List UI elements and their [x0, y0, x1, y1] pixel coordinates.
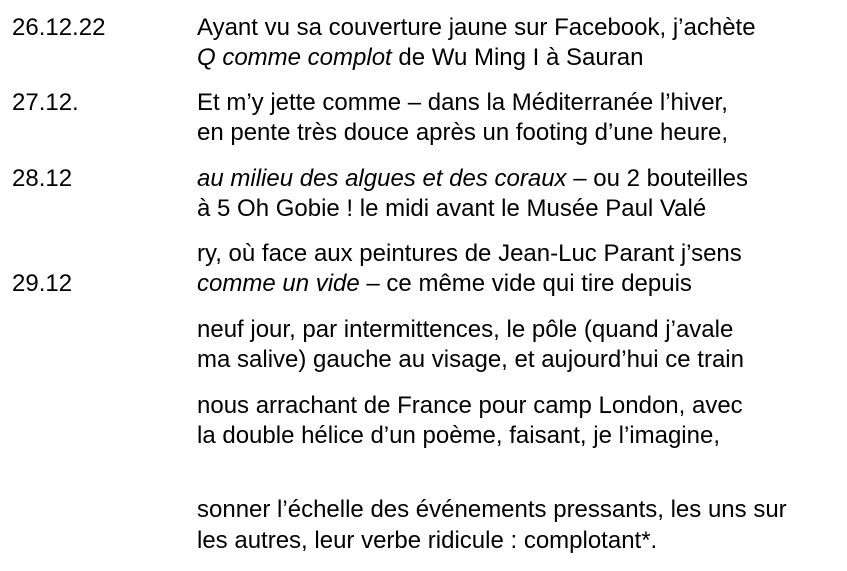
entry-date: 27.12.: [12, 89, 79, 116]
poem-line: les autres, leur verbe ridicule : complotant*.: [197, 527, 658, 554]
poem-line: Et m’y jette comme – dans la Méditerranée l’hiver,: [197, 89, 728, 116]
poem-line-text: de Wu Ming I à Sauran: [391, 44, 644, 71]
entry-date: 26.12.22: [12, 14, 106, 41]
italic-phrase: au milieu des algues et des coraux: [197, 165, 567, 192]
poem-line: [197, 164, 748, 194]
italic-phrase: comme un vide: [197, 270, 360, 297]
entry-date: 29.12: [12, 270, 73, 297]
poem-line: [197, 43, 643, 73]
poem-line: ry, où face aux peintures de Jean-Luc Parant j’sens: [197, 240, 742, 267]
poem-line: neuf jour, par intermittences, le pôle (quand j’avale: [197, 316, 734, 343]
book-title: Q comme complot: [197, 44, 392, 71]
entry-date: 28.12: [12, 165, 73, 192]
poem-line: en pente très douce après un footing d’une heure,: [197, 119, 729, 146]
poem-line: Ayant vu sa couverture jaune sur Facebook, j’achète: [197, 14, 756, 41]
poem-line: sonner l’échelle des événements pressants, les uns sur: [197, 496, 787, 523]
poem-line: la double hélice d’un poème, faisant, je l’imagine,: [197, 422, 720, 449]
poem-line: nous arrachant de France pour camp London, avec: [197, 392, 743, 419]
poem-line: ma salive) gauche au visage, et aujourd’hui ce train: [197, 346, 744, 373]
poem-line-text: – ou 2 bouteilles: [566, 165, 749, 192]
poem-line: à 5 Oh Gobie ! le midi avant le Musée Paul Valé: [197, 195, 707, 222]
poem-line-text: – ce même vide qui tire depuis: [359, 270, 692, 297]
poem-line: [197, 269, 692, 299]
